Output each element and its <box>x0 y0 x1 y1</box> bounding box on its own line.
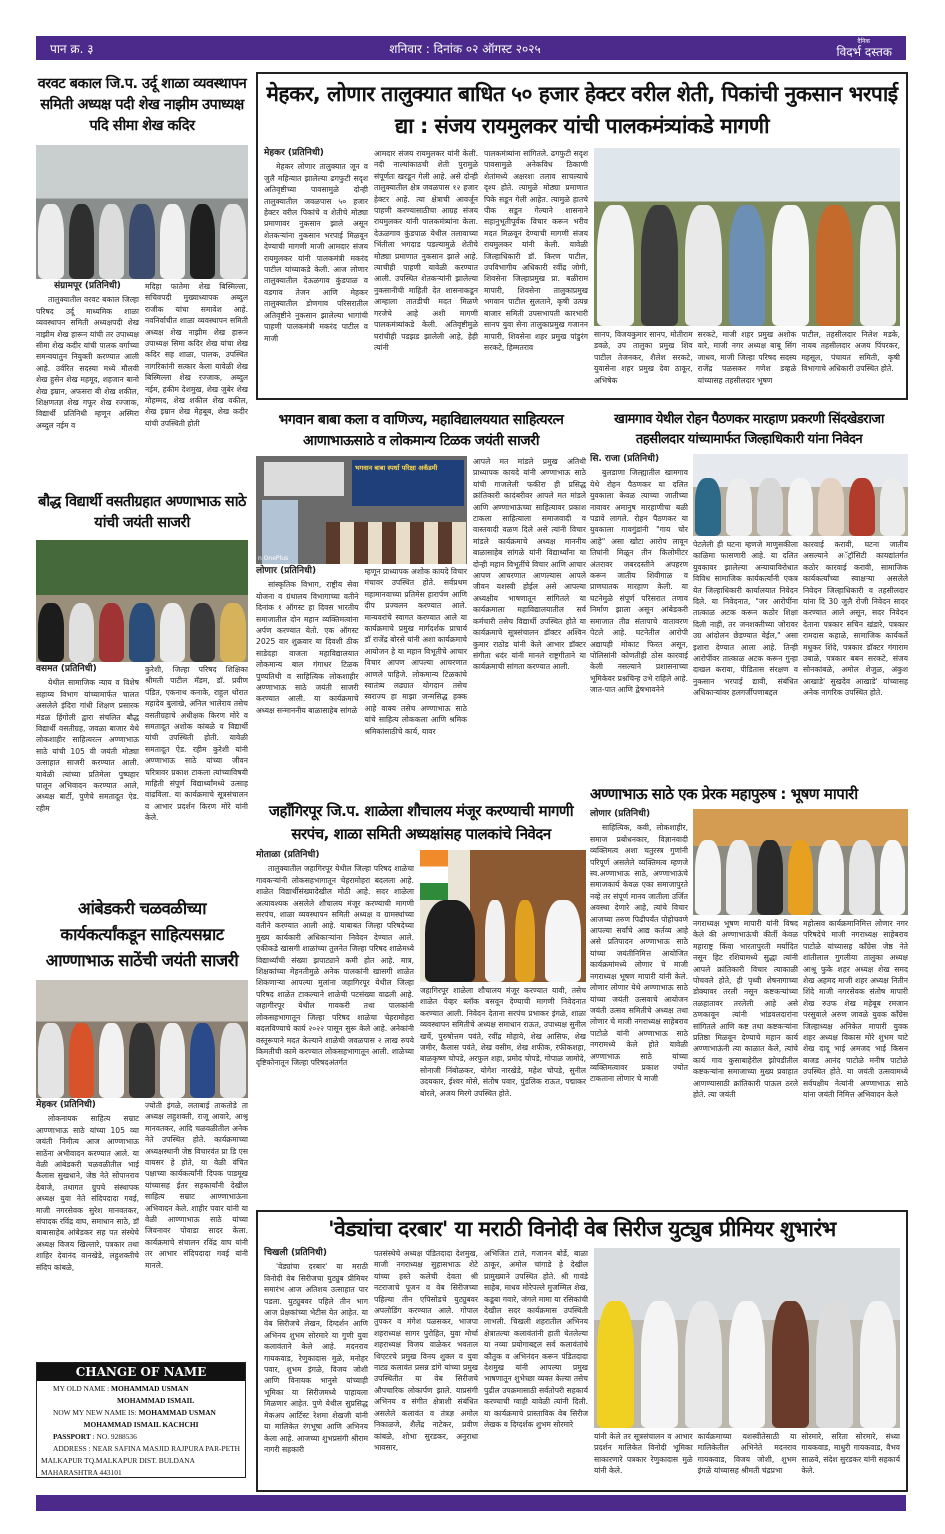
headline: 'वेड्यांचा दरबार' या मराठी विनोदी वेब सिरीज युट्युब प्रीमियर शुभारंभ <box>328 1217 836 1241</box>
dateline: मेहकर (प्रतिनिधी) <box>264 148 324 158</box>
photo-memorandum <box>693 454 908 536</box>
body-col-3: आपले मत मांडले प्रमुख अतिथी प्राध्यापक कायदे यांनी अण्णाभाऊ साठे यांची गाजलेली फकीरा ही प्रसिद्ध क्रांतिकारी कादंबरीवर आपले मत मांडले आणि अण्णाभाऊंच्या साहित्यावर प्रकाश टाकला साहित्याला समाजवादी व वास्तवादी वळण दिले असे त्यांनी विचार मांडले कार्यक्रमाचे अध्यक्ष माननीय बाळासाहेब सांगळे यांनी विद्यार्थ्यांना या दोन्ही महान विभूतींचे विचार आणि आचार आपण आचरणात आणल्यास आपले जीवन यशस्वी होईल असे आपल्या अध्यक्षीय भाषणातून सांगितले या कार्यक्रमाला महाविद्यालयातील सर्व कर्मचारी तसेच विद्यार्थी उपस्थित होते या कार्यक्रमाचे सूत्रसंचालन डॉक्टर अश्विन कुमार राठोड यांनी केले आभार डॉक्टर संगीता धदंर यांनी मानले राष्ट्रगीताने या कार्यक्रमाची सांगता करण्यात आली. <box>473 457 586 672</box>
headline: जहाँगिरपूर जि.प. शाळेला शौचालय मंजूर करण्याची मागणी सरपंच, शाळा समिती अध्यक्षांसह पालकांचे निवेदन <box>268 802 574 843</box>
passport-number: : NO. 9288536 <box>92 1432 137 1441</box>
photo-ambedkari-event <box>36 980 248 1098</box>
body-col-2: पतसंस्थेचे अध्यक्ष पंडितदादा देशमुख, माजी नगराध्यक्ष सुहासभाऊ शेटे यांच्या हस्ते कलेची देवता श्री नटराजाचे पूजन व वेब सिरीजच्या पहिल्या तीन एपिसोडचे युट्युबवर अपलोडिंग करण्यात आले. गोपाल तुपकर व मंगेश पळसकर, भाजपा शहराध्यक्ष सागर पुरोहित, युवा मोर्चा शहराध्यक्ष विजय वाळेकर भवताल थिएटरचे प्रमुख विनय शुक्ल व युवा नाट्य कलावंत प्रसन्न डांगे यांच्या प्रमुख उपस्थितीत या वेब सिरीजचे औपचारिक लोकार्पण झाले. याप्रसंगी अभिनय व संगीत क्षेत्राशी संबंधित असलेले कलावंत व तंत्रज्ञ अमोल निकाळजे, शैलेंद्र नाटेकर, प्रवीण कांबळे, शोभा सुरडकर, अनुराधा भावसार, <box>374 1249 478 1452</box>
headline: वरवट बकाल जि.प. उर्दू शाळा व्यवस्थापन समिती अध्यक्ष पदी शेख नाझीम उपाध्यक्ष पदि सीमा शेख कदिर <box>37 76 247 134</box>
article-annabhau-prerak <box>590 783 908 1205</box>
masthead-bar <box>36 36 906 60</box>
body-col-3: कारवाई करावी, घटना जातीय असल्याने अॅट्रॉसिटी कायद्यांतर्गत कठोर कारवाई करावी, सामाजिक कार्यकर्त्यांच्या स्वाक्षऱ्या असलेले निवेदन जिल्हाधिकारी व तहसीलदार यांना दि 30 जुलै रोजी निवेदन सादर करण्यात आले असून, सदर निवेदन देताना पत्रकार सचिन खंडारे, पत्रकार रामदास कहाळे, सामाजिक कार्यकर्ते मधुकर शिंदे, पत्रकार डॉक्टर गंगाराम उबाळे, पत्रकार बबन सरकटे, संजय सोनकांबळे, अमोल शेजुळ, अंकुश आखाडे' सुखदेव आखाडे' यांच्यासह अनेक नागरिक उपस्थित होते. <box>803 540 908 698</box>
dateline: लोणार (प्रतिनिधी) <box>256 566 317 576</box>
article-jahagirpur-school <box>256 800 586 1205</box>
article-vedyancha-darbar <box>256 1210 908 1492</box>
photo-premiere <box>594 1248 900 1428</box>
headline: खामगाव येथील रोहन पैठणकर मारहाण प्रकरणी सिंदखेडराजा तहसीलदार यांच्यामार्फत जिल्हाधिकारी यांना निवेदन <box>614 412 884 447</box>
photo-urdu-school <box>36 145 248 279</box>
body-col-5: कार्यक्रमाच्या यशस्वीतेसाठी या मालिकेतील अभिनेते मदनराव गायकवाड, विजय जोशी, शुभम इंगळे यांच्यासह श्रीमती चंद्रप्रभा <box>697 1432 797 1476</box>
article-bhagwan-baba-college <box>256 410 586 790</box>
body-col-1: लोकनायक साहित्य सम्राट आण्णाभाऊ साठे यांच्या 105 व्या जयंती निमीत्य आज आण्णाभाऊ साठेंना अभीवादन करण्यात आले. या वेळी आंबेडकरी चळवळीतील भाई कैलास सुखधाने, जेष्ठ नेते सोपानराव देबाजे, तथागत ग्रुपचे संस्थापक अध्यक्ष युवा नेते संदिपदादा गवई, माजी नगरसेवक सुरेश मानवतकर, संपादक रविंद्र वाघ, समाधान साठे, डॉ बाबासाहेब आंबेडकर सह पत संस्थेचे अध्यक्ष विजय खिल्लारे, पत्रकार तथा शाहिर देवानंद वानखेडे, लहुशक्तीचे संदिप कांबळे, <box>36 1114 139 1272</box>
body-col-1: येथील सामाजिक न्याय व विशेष सहाय्य विभाग यांच्यामार्फत चालत असलेले इंदिरा गांधी शिक्षण प्रसारक मंडळ हिंगोली द्वारा संचलित बौद्ध विद्यार्थी वसतीग्रह, जवळा बाजार येथे लोकशाहीर साहित्यरत्न अण्णाभाऊ साठे यांची 105 वी जयंती मोठ्या उत्साहात साजरी करण्यात आली. यावेळी त्यांच्या प्रतिमेला पुष्पहार घालून अभिवादन करण्यात आले, अध्यक्ष बार्टी, पुणेचे समतादूत ऐड. रहीम <box>36 678 139 813</box>
dateline: मेहकर (प्रतिनिधी) <box>36 1100 96 1110</box>
body-col-2: ज्योती इंगळे, लताबाई ताकतोडे ता अध्यक्ष लहुशक्ती, राजू आवारे, आश्रू मानवतकर, आदि चळवळीतील अनेक नेते उपस्थित होते. कार्यक्रमाच्या अध्यक्षस्थानी जेष्ठ विचारवंत प्रा डि एस वायसर हे होते, या वेळी वंचित पक्षाच्या कार्यकर्त्यांनी दिपक पाडमूख यांच्यासह ईतर सहकार्यांनी देखील साहित्य सम्राट आण्णाभाऊंना अभिवादन केले. शाहीर पवार यांनी या वेळी आण्णाभाऊ साठे यांच्या जिवनावर पोवाडा सादर केला. कार्यक्रमाचे संचालन रविंद्र वाघ यांनी तर आभार संदिपदादा गवई यांनी मानले. <box>145 1101 248 1270</box>
body-col-6: पाटील, तहसीलदार निलेश मडके, नायब तहसीलदार अजय पिंपरकर, महसूल, पंचायत समिती, कृषी विभागाचे अधिकारी उपस्थित होते. <box>801 330 901 374</box>
headline: बौद्ध विद्यार्थी वसतीग्रहात अण्णाभाऊ साठे यांची जयंती साजरी <box>38 494 246 531</box>
body-col-2: जहागिरपूर शाळेला शौचालय मंजूर करण्यात यावी, तसेच शाळेत पेव्हर ब्लॉक बसवून देण्याची मागणी निवेदनात करण्यात आली. निवेदन देताना सरपंच प्रभाकर इंगळे, शाळा व्यवस्थापन समितीचे अध्यक्ष समाधान राऊत, उपाध्यक्ष सुनील खर्चे, पुरुषोत्तम पवंते, रवींद्र मोहाये, शेख आसिफ, शेख जमीर, कैलास पवंते, शेख वसीम, शेख शफीक, रफीकशहा, बाळकृष्ण चोपडे, अरफुल शहा, प्रमोद चोपडे, गोपाळ जामोदे, सोनाजी निंबोळकर, योगेश नारखेडे, महेश चोपडे, सुनील उदयकार, ईश्वर मोसे, संतोष पवार, पुंडलिक राऊत, पद्माकर बोरले, अजय मिरगे उपस्थित होते. <box>420 986 586 1098</box>
body-col-5: सरकटे, माजी शहर प्रमुख अशोक वारे, माजी नगर अध्यक्ष बाबू सिंग जाधव, माजी जिल्हा परिषद सदस्य राजेंद्र पळसकर गणेश डव्हळे यांच्यासह तहसीलदार भूषण <box>697 330 797 385</box>
body-col-1: बुलडाणा जिल्ह्यातील खामगाव येथे रोहन पैठणकर या दलित युवकाला केवळ त्याच्या जातीच्या नावावर अमानुष मारहाणीचा बळी पडावे लागले. रोहन पैठणकर या युवकाला गावगुंडांनी "गाय चोर आहे" असा खोटा आरोप लावून तिघांनी मिळून तीन किलोमीटर अंतरावर जबरदस्तीने अपहरण करून जातीय शिवीगाळ व प्राणघातक मारहाण केली. या घटनेमुळे संपूर्ण परिसरात तणाव निर्माण झाला असून आंबेडकरी समाजात तीव्र संतापाचे वातावरण पेटले आहे. घटनेतील आरोपी अद्यापही मोकाट फिरत असून, पोलिसांनी कोणतीही ठोस कारवाई केली नसल्याने प्रशासनाच्या भूमिकेवर प्रश्नचिन्ह उभे राहिले आहे. जात-पात आणि द्वेषभावनेने <box>590 468 688 695</box>
body-col-3: महोत्सव कार्यक्रमानिमित्त लोणार नगर परिषदेचे माजी नगराध्यक्ष साहेबराव पाटोळे यांच्यासह काँग्रेस जेष्ठ नेते शांतीलाल गुगलीया तालुका अध्यक्ष आश्रू फुके शहर अध्यक्ष शेख समद शेख अहमद माजी शहर अध्यक्ष नितीन शिंदे माजी नगरसेवक संतोष मापारी शेख रुउफ शेख महेबूब रमजान परसुवाले अरुण जावळे युवक काँग्रेस जिल्हाध्यक्ष अनिकेत मापारी युवक शहर अध्यक्ष विकास मोरे शुभम चाटे शेख दादू भाई अमजद भाई किसन बाजड आनंद पाटोळे मनीष पाटोळे उपस्थित होते. या जयंती उत्सवामध्ये सर्वपक्षीय नेत्यांनी अण्णाभाऊ साठे यांना जयंती निमित्त अभिवादन केले <box>803 919 908 1100</box>
body-col-2: आमदार संजय रायमुलकर यांनी केली. नदी नाल्यांकाठची शेती पुरामुळे संपूर्णतः खरडून गेली आहे. असे दोन्ही तालुक्यातील क्षेत्र जवळपास १२ हजार हेक्टर आहे. त्या क्षेत्राची आवर्जून पाहणी करण्यासाठीचा आग्रह संजय रायमुलकर यांनी पालकमंत्र्यांना केला. देऊळगाव कुंडपाळ येथील तलावाच्या भिंतीला भगदाड पडल्यामुळे शेतीचे मोठ्या प्रमाणात नुकसान झाले आहे. त्याचीही पाहणी यावेळी करण्यात आली. उपस्थित शेतकऱ्यांनी झालेल्या नुकसानीची माहिती देत शासनाकडून आम्हाला तातडीची मदत मिळणे गरजेचे आहे अशी मागणी पालकमंत्र्यांकडे केली. अतिवृष्टीमुळे घरांचीही पडझड झालेली आहे, हेही त्यांनी <box>374 149 478 352</box>
photo-hostel-event <box>36 540 248 662</box>
old-name: MOHAMMAD USMAN <box>111 1384 189 1393</box>
photo-garlanding <box>693 809 908 915</box>
body-col-1: साहित्यिक, कवी, लोकशाहीर, समाज प्रबोधनकार, विज्ञानवादी व्यक्तिमत्व अशा चतुरस्त्र गुणांनी परिपूर्ण असलेले व्यक्तिमत्व म्हणजे स्व.अण्णाभाऊ साठे, अण्णाभाऊंचे समाजकार्य केवळ एका समाजापुरते नव्हे तर संपूर्ण मानव जातीला उर्जित अवस्था देणारे आहे, त्यांचे विचार आजच्या तरुण पिढीपर्यंत पोहोचवणे आपल्या सर्वांचे आद्य कर्तव्य आहे असे प्रतिपादन अण्णाभाऊ साठे यांच्या जयंतीनिमित्त आयोजित कार्यक्रमांमध्ये लोणार चे माजी नगराध्यक्ष भूषण मापारी यांनी केले. लोणार लोणार येथे अण्णाभाऊ साठे यांच्या जयंती उत्सवाचे आयोजन जयंती उत्सव समितीचे अध्यक्ष तथा लोणार चे माजी नगराध्यक्ष साहेबराव पाटोळे यांनी अण्णाभाऊ साठे नगरामध्ये केले होते यावेळी अण्णाभाऊ साठे यांच्या व्यक्तिमत्वावर प्रकाश ज्योत टाकताना लोणार चे माजी <box>590 823 688 1084</box>
article-ambedkari-jayanti <box>36 896 248 1358</box>
body-col-4: यांनी केले तर सूत्रसंचालन व आभार प्रदर्शन मालिकेत विनोदी भूमिका साकारणारे पत्रकार रेणुकादास मुळे यांनी केले. <box>594 1432 693 1476</box>
dateline: संग्रामपूर (प्रतिनिधी) <box>54 281 121 291</box>
body-col-1: मेहकर लोणार तालुक्यात जून व जुलै महिन्यात झालेल्या ढगफुटी सदृश अतिवृष्टीच्या पावसामुळे दोन्ही तालुक्यातील जवळपास ५० हजार हेक्टर वरील पिकांचे व शेतीचे मोठ्या प्रमाणावर नुकसान झाले असून शेतकऱ्यांना नुकसान भरपाई मिळवून देण्याची मागणी माजी आमदार संजय रायमुलकर यांनी पालकमंत्री मकरंद पाटील यांच्याकडे केली. आज लोणार तालुक्यातील देऊळगाव कुंडपाळ व वडगाव तेजन आणि मेहकर तालुक्यातील डोणगाव परिसरातील अतिवृष्टीने नुकसान झालेल्या भागांची पाहणी पालकमंत्री मकरंद पाटील व माजी <box>264 162 368 343</box>
dateline: वसमत (प्रतिनिधी) <box>36 664 97 674</box>
change-of-name-notice: CHANGE OF NAME MY OLD NAME : MOHAMMAD USMAN MOHAMMAD ISMAIL NOW MY NEW NAME IS: MOHAMMAD USMAN MOHAMMAD ISMAIL KACHCHI PASSPORT : NO. 9288536 ADDRESS : NEAR SAFINA MASJID RAJPURA PAR-PETH MALKAPUR TQ.MALKAPUR DIST. BULDANA MAHARASHTRA 443101 <box>36 1362 246 1478</box>
body-col-2: पेटलेली ही घटना म्हणजे माणुसकीला काळिमा फासणारी आहे. या दलित युवकावर झालेल्या अन्यायाविरोधात विविध सामाजिक कार्यकर्त्यांनी एकत्र येत जिल्हाधिकारी कार्यालयात निवेदन दिले. या निवेदनात, "जर आरोपींना तात्काळ अटक करून कठोर शिक्षा दिली नाही, तर जनशक्तीच्या जोरावर उग्र आंदोलन छेडण्यात येईल," असा इशारा देण्यात आला आहे. तिन्ही आरोपींवर तात्काळ अटक करून गुन्हा दाखल करावा, पीडितास संरक्षण व नुकसान भरपाई द्यावी, संबंधित अधिकाऱ्यांवर हलगर्जीपणाबद्दल <box>693 540 798 698</box>
body-col-6: सोरमारे, सरिता सोरमारे, संध्या गायकवाड, माधुरी गायकवाड, वैभव साळवे, संदेश सुरडकर यांनी सहकार्य केले. <box>801 1432 901 1476</box>
body-col-2: म्हणून प्राध्यापक अशोक कायदे विचार मंचावर उपस्थित होते. सर्वप्रथम महामानवाच्या प्रतिमेस हारार्पण आणि दीप प्रज्वलन करण्यात आले. मान्यवरांचे स्वागत करण्यात आले या कार्यक्रमाचे प्रमुख मार्गदर्शक प्राचार्य डॉ राजेंद्र बोरसे यांनी अशा कार्यक्रमाचे आयोजन हे या महान विभूतीचे आचार विचार आपण आपल्या आचरणात आणले पाहिजे. लोकमान्य टिळकांचे स्वातंत्र्य लढ्यात योगदान तसेच स्वराज्य हा माझा जन्मसिद्ध हक्क आहे वाक्य तसेच अण्णाभाऊ साठे यांचे साहित्य लोककला आणि श्रमिक श्रमिकांसाठीचे कार्य, यावर <box>364 567 467 736</box>
article-bauddha-hostel <box>36 492 248 884</box>
body-col-1: सांस्कृतिक विभाग, राष्ट्रीय सेवा योजना व ग्रंथालय विभागाच्या वतीने दिनांक १ ऑगस्ट हा दिवस भारतीय समाजातील दोन महान व्यक्तिमत्वांना अर्पण करण्यात येतो. एक ऑगस्ट 2025 वार शुक्रवार या दिवशी ठीक साडेदहा वाजता महाविद्यालयात लोकमान्य बाल गंगाधर टिळक पुण्यतिथी व साहित्यिक लोकशाहीर अण्णाभाऊ साठे जयंती साजरी करण्यात आली. या कार्यक्रमाचे अध्यक्ष सन्माननीय बाळासाहेब सांगळे <box>256 580 359 715</box>
passport-label: PASSPORT <box>53 1432 91 1441</box>
body-col-2: नगराध्यक्ष भूषण मापारी यांनी विषद केले की अण्णाभाऊंची कीर्ती केवळ महाराष्ट्र किंवा भारतापुरती मर्यादित नसून हिट रशियामध्ये सुद्धा त्यांनी आपले क्रांतिकारी विचार त्याकाळी पोचवले होते, ही पृथ्वी शेषनागाच्या डोक्यावर तरली नसून कष्टकऱ्यांच्या तळहातावर तरलेली आहे असे ठणकावून त्यांनी भांडवलदारांना सांगितले आणि कष्ट तथा कष्टकऱ्यांना प्रतिष्ठा मिळवून देण्याचे महान कार्य अण्णाभाऊंनी त्या काळात केले, त्यांचे कार्य गाव कुसाबाहेरील झोपडीतील कष्टकऱ्यांना समाजाच्या मुख्य प्रवाहात आणण्यासाठी क्रांतिकारी पाऊल ठरले होते. त्या जयंती <box>693 919 798 1100</box>
body-col-3: अभिजित टाले, गजानन बोर्डे, बाळा ठाकूर, अमोल चांगाडे हे देखील प्रामुख्याने उपस्थित होते. श्री गावंडे साहेब, माधव मोरेपल्ले मुजम्मिल शेख, कडूबा गवारे, जंगले मामा या रसिकांची देखील सदर कार्यक्रमास उपस्थिती लाभली. चिखली शहरातील अभिनय क्षेत्रातल्या कलावंतांनी हाती घेतलेल्या या नव्या प्रयोगाबद्दल सर्व कलावंतांचे कौतुक व अभिनंदन करून पंडितदादा देशमुख यांनी आपल्या प्रमुख भाषणातून शुभेच्छा व्यक्त केल्या तसेच पुढील उपक्रमासाठी सर्वतोपरी सहकार्य करण्याची ग्वाही यावेळी त्यांनी दिली. या कार्यक्रमाचे प्रास्ताविक वेब सिरीज लेखक व दिग्दर्शक शुभम सोरमारे <box>484 1249 588 1430</box>
dateline: चिखली (प्रतिनिधी) <box>264 1248 327 1258</box>
new-name: MOHAMMAD USMAN <box>138 1408 216 1417</box>
page-number: पान क्र. ३ <box>50 41 94 56</box>
body-col-3: पालकमंत्र्यांना सांगितले. ढगफुटी सदृश पावसामुळे अनेकविध ठिकाणी शेतांमध्ये अक्षरशः तलाव साचल्याचे दृश्य होते. त्यामुळे मोठ्या प्रमाणात पिके सडून गेली आहेत. त्यामुळे हातचे पीक सडून गेल्याने शासनाने सहानुभूतीपूर्वक विचार करून भरीव मदत मिळवून देण्याची मागणी संजय रायमुलकर यांनी केली. यावेळी जिल्हाधिकारी डॉ. किरण पाटील, उपविभागीय अधिकारी रवींद्र जोगी, शिवसेना जिल्हाप्रमुख प्रा. बळीराम मापारी, शिवसेना तालुकाप्रमुख भगवान पाटील सुलताने, कृषी उत्पन्न बाजार समिती उपसभापती कारभारी सानप युवा सेना तालुकाप्रमुख गजानन मापारी, शिवसेना शहर प्रमुख पांडुरंग सरकटे, हिम्मतराव <box>484 149 588 352</box>
body-col-1: 'वेड्यांचा दरबार' या मराठी विनोदी वेब सिरीजचा युट्युब प्रीमियर समारंभ आज अतिशय उत्साहात पार पडला. युट्युबवर पहिले तीन भाग आज प्रेक्षकांच्या भेटीस येत आहेत. या वेब सिरीजचे लेखन, दिग्दर्शन आणि अभिनय शुभम सोरमारे या गुणी युवा कलावंताने केले आहे. मदनराव गायकवाड, रेणुकादास मुळे, मनोहर पवार, शुभम इंगळे, विजय जोशी आणि विनायक भानुसे यांच्याही भूमिका या सिरीजमध्ये पाहायला मिळणार आहेत. पुणे येथील सुप्रसिद्ध मेकअप आर्टिस्ट रेशमा शेखजी यांनी या मालिकेत रंगभूषा आणि अभिनय केला आहे. आजच्या शुभप्रसंगी श्रीराम नागरी सहकारी <box>264 1262 368 1454</box>
article-khamgaon-assault <box>590 410 908 775</box>
body-col-4: सानप, विजयकुमार सानप, मोतीराम डवळे, उप तालुका प्रमुख शिव पाटील तेजनकर, शैलेश सरकटे, युवासेना शहर प्रमुख देवा ठाकूर, अभिषेक <box>594 330 693 385</box>
body-col-2: मदिहा फातेमा शेख बिस्मिल्ला, सचिवपदी मुख्याध्यापक अब्दुल राजीक यांचा समावेश आहे. नवनिर्वाचीत शाळा व्यवस्थापन समिती अध्यक्ष शेख नाझीम शेख हारून उपाध्यक्ष सिमा कदिर शेख यांचा शेख कदिर सह शाळा, पालक, उपस्थित नागरिकांनी सत्कार केला यावेळी शेख बिस्मिल्ला शेख रज्जाक, अब्दुल नईम, हकीम देशमुख, शेख जुबेर शेख मोहम्मद, शेख शकील शेख वकील, शेख इम्रान शेख मेहबूब, शेख कदीर यांची उपस्थिती होती <box>145 282 248 428</box>
dateline: लोणार (प्रतिनिधी) <box>590 809 651 819</box>
issue-date: शनिवार : दिनांक ०२ ऑगस्ट २०२५ <box>389 41 541 56</box>
body-col-2: कुरेशी, जिल्हा परिषद शिक्षिका श्रीमती पाटील मॅडम, डॉ. प्रवीण पंडित, एकनाथ कनाके, राहुल थोरात महादेव बुलाखे, अनिल भालेराव तसेच वसतीग्रहाचे अधीक्षक किरण मोरे व समतादूत अशोक कांबळे व विद्यार्थी यांची उपस्थिती होती. यावेळी समतादूत ऐड. रहीम कुरेशी यांनी अण्णाभाऊ साठे यांच्या जीवन चरित्रावर प्रकाश टाकला त्यांच्याविषयी माहिती संपूर्ण विद्यार्थ्यांमध्ये उत्साह वाढविला. या कार्यक्रमाचे सूत्रसंचालन व आभार प्रदर्शन किरण मोरे यांनी केले. <box>145 665 248 823</box>
photo-college-stage <box>256 456 467 564</box>
photo-sarpanch-memorandum <box>420 850 586 982</box>
dateline: सि. राजा (प्रतिनिधी) <box>590 454 660 464</box>
article-lead-crop-damage <box>256 72 908 400</box>
headline: भगवान बाबा कला व वाणिज्य, महाविद्यालययात साहित्यरत्न आणाभाऊसाठे व लोकमान्य टिळक जयंती साजरी <box>278 412 564 449</box>
headline: अण्णाभाऊ साठे एक प्रेरक महापुरुष : भूषण मापारी <box>590 785 858 803</box>
footer-bar <box>36 1495 906 1511</box>
article-urdu-school <box>36 74 248 486</box>
photo-lead-inspection <box>594 148 900 326</box>
headline: आंबेडकरी चळवळीच्या कार्यकर्त्यांकडून साहित्यसम्राट आण्णाभाऊ साठेंची जयंती साजरी <box>45 899 239 970</box>
notice-title: CHANGE OF NAME <box>37 1363 245 1381</box>
photo-banner: भगवान बाबा स्पर्धा परिक्षा अकॅडमी <box>352 460 464 506</box>
dateline: मोताळा (प्रतिनिधी) <box>256 850 320 860</box>
newspaper-logo: दैनिक विदर्भ दस्तक <box>836 37 892 59</box>
lead-headline: मेहकर, लोणार तालुक्यात बाधित ५० हजार हेक्टर वरील शेती, पिकांची नुकसान भरपाई द्या : संजय रायमुलकर यांची पालकमंत्र्यांकडे मागणी <box>266 82 898 138</box>
photo-watermark: n OnePlus <box>258 555 289 562</box>
notice-address: ADDRESS : NEAR SAFINA MASJID RAJPURA PAR-PETH MALKAPUR TQ.MALKAPUR DIST. BULDANA MAHARASHTRA 443101 <box>41 1444 240 1477</box>
body-col-1: तालुक्यातील वरवट बकाल जिल्हा परिषद उर्दू माध्यमिक शाळा व्यवस्थापन समिती अध्यक्षपदी शेख नाझीम शेख हारून यांची तर उपाध्यक्ष सीमा शेख कदीर यांची पालक वर्गाच्या समन्वयातुन नियुक्ती करण्यात आली आहे. उर्वरित सदस्या मध्ये मौलवी शेख हुसेन शेख महमूद, शहजान बानो शेख इम्रान, अफसरा बी शेख शकील, शिक्षणतज्ञ शेख गफूर शेख रज्जाक, विद्यार्थी प्रतिनिधी म्हणून अस्मिरा अब्दुल नईम व <box>36 295 139 430</box>
body-col-1: तालुक्यातील जहागिरपूर येथील जिल्हा परिषद शाळेचा गावकऱ्यांनी लोकसहभागातून चेहरामोहरा बदलला आहे. शाळेत विद्यार्थीसंख्यादेखील मोठी आहे. सदर शाळेला अत्यावश्यक असलेले शौचालय मंजूर करण्याची मागणी सरपंच, शाळा व्यवस्थापन समिती अध्यक्ष व ग्रामस्थांच्या वतीने करण्यात आली आहे. याबाबत जिल्हा परिषदेच्या मुख्य कार्यकारी अधिकाऱ्यांना निवेदन देण्यात आले. एकीकडे खासगी शाळांच्या तुलनेत जिल्हा परिषद शाळेमध्ये विद्यार्थ्यांची संख्या झपाट्याने कमी होत आहे. मात्र, शिक्षकांच्या मेहनतीमुळे अनेक पालकांनी खासगी शाळेत शिकणाऱ्या आपल्या मुलांना जहागिरपूर येथील जिल्हा परिषद शाळेत टाकल्याने शाळेची पटसंख्या वाढली आहे. जहागीरपूर येथील गावकरी तथा पालकांनी लोकसहभागातून जिल्हा परिषद शाळेचा चेहरामोहरा बदलविण्याचे कार्य २०२२ पासून सुरू केले आहे. अनेकांनी वस्तूरूपाने मदत केल्याने शाळेची जवळपास २ लाख रुपये किमतीची कामे करण्यात लोकसहभागातून आली. शाळेच्या दृष्टिकोनातून जिल्हा परिषदअंतर्गत <box>256 864 414 1068</box>
